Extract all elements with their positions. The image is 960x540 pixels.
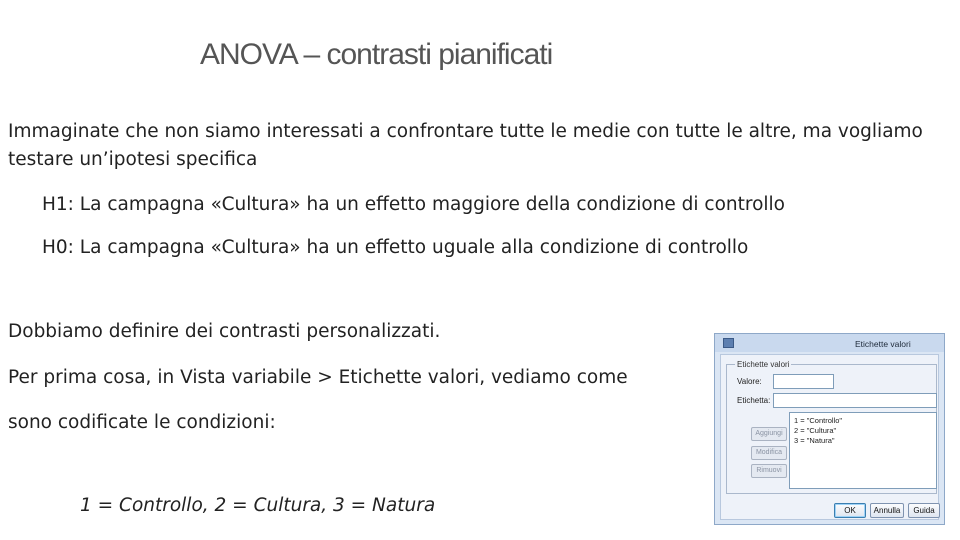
add-button[interactable]: Aggiungi (751, 427, 787, 441)
value-labels-list[interactable] (789, 412, 937, 489)
list-item[interactable]: 1 = "Controllo" (794, 416, 843, 425)
slide-title: ANOVA – contrasti pianificati (200, 38, 553, 71)
label-input[interactable] (773, 393, 937, 408)
remove-button[interactable]: Rimuovi (751, 464, 787, 478)
dialog-titlebar[interactable] (715, 334, 944, 352)
cancel-button[interactable]: Annulla (870, 503, 904, 518)
help-button[interactable]: Guida (908, 503, 940, 518)
list-item[interactable]: 3 = "Natura" (794, 436, 835, 445)
dialog-app-icon (723, 338, 734, 348)
ok-button[interactable]: OK (834, 503, 866, 518)
value-input[interactable] (773, 374, 834, 389)
value-labels-dialog (714, 333, 945, 525)
group-label: Etichette valori (737, 360, 790, 369)
change-button[interactable]: Modifica (751, 446, 787, 460)
hypothesis-h0: H0: La campagna «Cultura» ha un effetto uguale alla condizione di controllo (42, 237, 749, 258)
coding-text: 1 = Controllo, 2 = Cultura, 3 = Natura (80, 495, 436, 516)
hypothesis-h1: H1: La campagna «Cultura» ha un effetto maggiore della condizione di controllo (42, 194, 785, 215)
value-label: Valore: (737, 377, 762, 386)
list-item[interactable]: 2 = "Cultura" (794, 426, 837, 435)
label-label: Etichetta: (737, 396, 771, 405)
instruction-text-cont: sono codificate le condizioni: (8, 412, 276, 433)
intro-text: Immaginate che non siamo interessati a confrontare tutte le medie con tutte le altre, ma vogliamo testare un’ipotesi specifica (8, 121, 923, 170)
instruction-text: Per prima cosa, in Vista variabile > Etichette valori, vediamo come (8, 367, 628, 388)
dialog-title: Etichette valori (855, 339, 911, 349)
contrasts-text: Dobbiamo definire dei contrasti personalizzati. (8, 321, 441, 342)
